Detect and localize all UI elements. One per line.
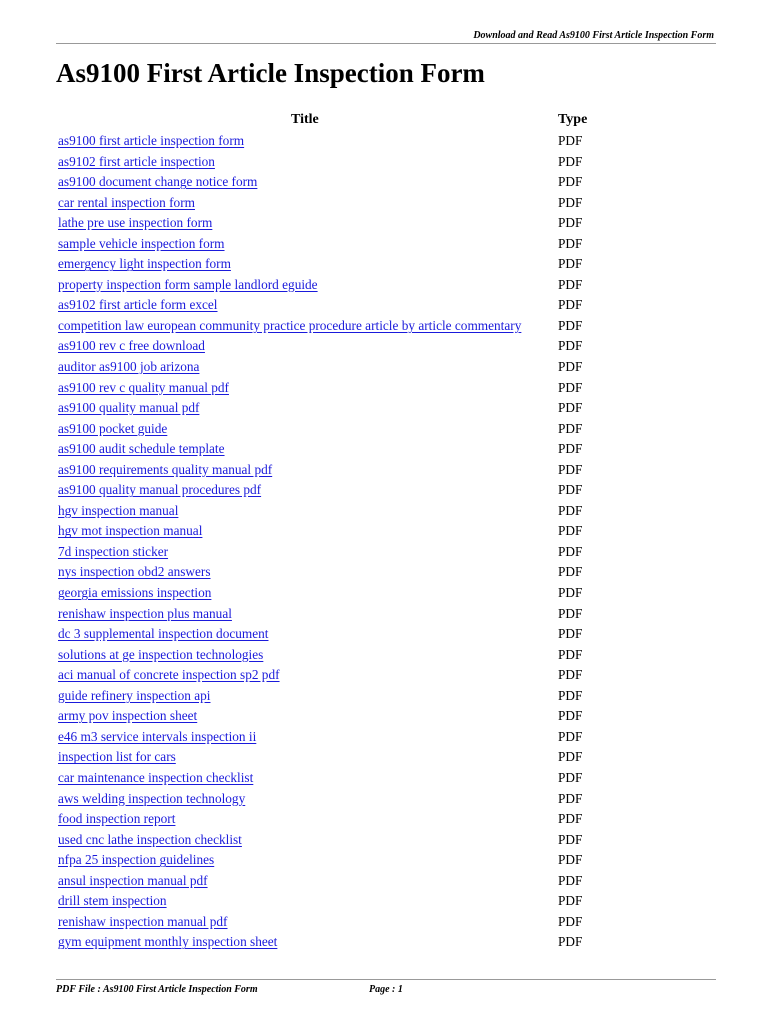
document-link[interactable]: ansul inspection manual pdf: [58, 872, 208, 888]
document-link[interactable]: as9100 rev c free download: [58, 338, 205, 354]
file-type-label: PDF: [558, 913, 583, 929]
document-link[interactable]: army pov inspection sheet: [58, 708, 198, 724]
column-header-type: Type: [558, 112, 588, 127]
document-link[interactable]: food inspection report: [58, 811, 176, 827]
document-link[interactable]: as9100 requirements quality manual pdf: [58, 461, 273, 477]
list-item: [58, 624, 658, 645]
list-item: [58, 501, 658, 522]
file-type-label: PDF: [558, 441, 583, 457]
list-item: [58, 850, 658, 871]
file-type-label: PDF: [558, 934, 583, 950]
file-type-label: PDF: [558, 749, 583, 765]
document-link[interactable]: aci manual of concrete inspection sp2 pdf: [58, 667, 280, 683]
list-item: [58, 542, 658, 563]
document-link[interactable]: as9100 rev c quality manual pdf: [58, 379, 229, 395]
list-item: [58, 809, 658, 830]
file-type-label: PDF: [558, 605, 583, 621]
list-item: [58, 152, 658, 173]
document-link[interactable]: aws welding inspection technology: [58, 790, 246, 806]
document-link[interactable]: hgv inspection manual: [58, 502, 179, 518]
document-link[interactable]: solutions at ge inspection technologies: [58, 646, 264, 662]
file-type-label: PDF: [558, 420, 583, 436]
file-type-label: PDF: [558, 872, 583, 888]
list-item: [58, 460, 658, 481]
document-link[interactable]: e46 m3 service intervals inspection ii: [58, 728, 257, 744]
document-link[interactable]: drill stem inspection: [58, 893, 167, 909]
list-item: [58, 706, 658, 727]
document-link[interactable]: gym equipment monthly inspection sheet: [58, 934, 278, 950]
footer-file-label: PDF File : As9100 First Article Inspection Form: [56, 984, 258, 995]
list-item: [58, 830, 658, 851]
file-type-label: PDF: [558, 687, 583, 703]
file-type-label: PDF: [558, 400, 583, 416]
file-type-label: PDF: [558, 194, 583, 210]
list-item: [58, 419, 658, 440]
document-link[interactable]: as9100 document change notice form: [58, 174, 258, 190]
document-link[interactable]: as9100 first article inspection form: [58, 133, 245, 148]
list-item: [58, 172, 658, 193]
running-header: Download and Read As9100 First Article Inspection Form: [473, 30, 714, 41]
document-list: [58, 131, 658, 953]
document-link[interactable]: sample vehicle inspection form: [58, 235, 225, 251]
file-type-label: PDF: [558, 235, 583, 251]
list-item: [58, 583, 658, 604]
document-link[interactable]: as9100 quality manual procedures pdf: [58, 482, 262, 498]
file-type-label: PDF: [558, 482, 583, 498]
file-type-label: PDF: [558, 523, 583, 539]
document-link[interactable]: car maintenance inspection checklist: [58, 769, 254, 785]
document-link[interactable]: as9102 first article form excel: [58, 297, 218, 313]
list-item: [58, 871, 658, 892]
file-type-label: PDF: [558, 174, 583, 190]
list-item: [58, 645, 658, 666]
file-type-label: PDF: [558, 133, 583, 148]
document-link[interactable]: competition law european community practice procedure article by article commentary: [58, 317, 522, 333]
list-item: [58, 768, 658, 789]
list-item: [58, 275, 658, 296]
file-type-label: PDF: [558, 831, 583, 847]
file-type-label: PDF: [558, 728, 583, 744]
list-item: [58, 932, 658, 953]
file-type-label: PDF: [558, 646, 583, 662]
file-type-label: PDF: [558, 379, 583, 395]
list-item: [58, 193, 658, 214]
document-link[interactable]: property inspection form sample landlord eguide: [58, 276, 318, 292]
list-item: [58, 912, 658, 933]
document-link[interactable]: as9102 first article inspection: [58, 153, 215, 169]
footer-page-label: Page : 1: [369, 984, 403, 995]
document-link[interactable]: renishaw inspection manual pdf: [58, 913, 228, 929]
document-link[interactable]: renishaw inspection plus manual: [58, 605, 232, 621]
footer-divider: [56, 979, 716, 980]
file-type-label: PDF: [558, 852, 583, 868]
file-type-label: PDF: [558, 359, 583, 375]
file-type-label: PDF: [558, 338, 583, 354]
document-link[interactable]: guide refinery inspection api: [58, 687, 211, 703]
file-type-label: PDF: [558, 893, 583, 909]
file-type-label: PDF: [558, 317, 583, 333]
list-item: [58, 747, 658, 768]
file-type-label: PDF: [558, 626, 583, 642]
file-type-label: PDF: [558, 215, 583, 231]
list-item: [58, 295, 658, 316]
document-link[interactable]: used cnc lathe inspection checklist: [58, 831, 242, 847]
list-item: [58, 891, 658, 912]
list-item: [58, 686, 658, 707]
file-type-label: PDF: [558, 585, 583, 601]
list-item: [58, 213, 658, 234]
list-item: [58, 604, 658, 625]
file-type-label: PDF: [558, 256, 583, 272]
document-link[interactable]: as9100 audit schedule template: [58, 441, 225, 457]
document-link[interactable]: dc 3 supplemental inspection document: [58, 626, 269, 642]
file-type-label: PDF: [558, 153, 583, 169]
file-type-label: PDF: [558, 790, 583, 806]
list-item: [58, 357, 658, 378]
list-item: [58, 439, 658, 460]
file-type-label: PDF: [558, 708, 583, 724]
list-item: [58, 378, 658, 399]
list-item: [58, 521, 658, 542]
file-type-label: PDF: [558, 297, 583, 313]
file-type-label: PDF: [558, 769, 583, 785]
list-item: [58, 336, 658, 357]
list-item: [58, 480, 658, 501]
document-link[interactable]: nfpa 25 inspection guidelines: [58, 852, 215, 868]
document-link[interactable]: car rental inspection form: [58, 194, 195, 210]
file-type-label: PDF: [558, 502, 583, 518]
list-item: [58, 562, 658, 583]
list-item: [58, 727, 658, 748]
document-link[interactable]: inspection list for cars: [58, 749, 176, 765]
header-divider: [56, 43, 716, 44]
file-type-label: PDF: [558, 811, 583, 827]
document-link[interactable]: 7d inspection sticker: [58, 543, 169, 559]
document-link[interactable]: hgv mot inspection manual: [58, 523, 203, 539]
file-type-label: PDF: [558, 543, 583, 559]
document-link[interactable]: nys inspection obd2 answers: [58, 564, 211, 580]
list-item: [58, 316, 658, 337]
file-type-label: PDF: [558, 564, 583, 580]
list-item: [58, 254, 658, 275]
document-link[interactable]: as9100 pocket guide: [58, 420, 168, 436]
document-link[interactable]: lathe pre use inspection form: [58, 215, 213, 231]
list-item: [58, 234, 658, 255]
document-title: As9100 First Article Inspection Form: [56, 58, 485, 88]
column-header-title: Title: [291, 112, 319, 127]
file-type-label: PDF: [558, 667, 583, 683]
document-link[interactable]: auditor as9100 job arizona: [58, 359, 200, 375]
file-type-label: PDF: [558, 276, 583, 292]
list-item: [58, 131, 658, 152]
document-link[interactable]: as9100 quality manual pdf: [58, 400, 200, 416]
file-type-label: PDF: [558, 461, 583, 477]
list-item: [58, 398, 658, 419]
document-link[interactable]: emergency light inspection form: [58, 256, 231, 272]
list-item: [58, 665, 658, 686]
list-item: [58, 789, 658, 810]
document-link[interactable]: georgia emissions inspection: [58, 585, 212, 601]
